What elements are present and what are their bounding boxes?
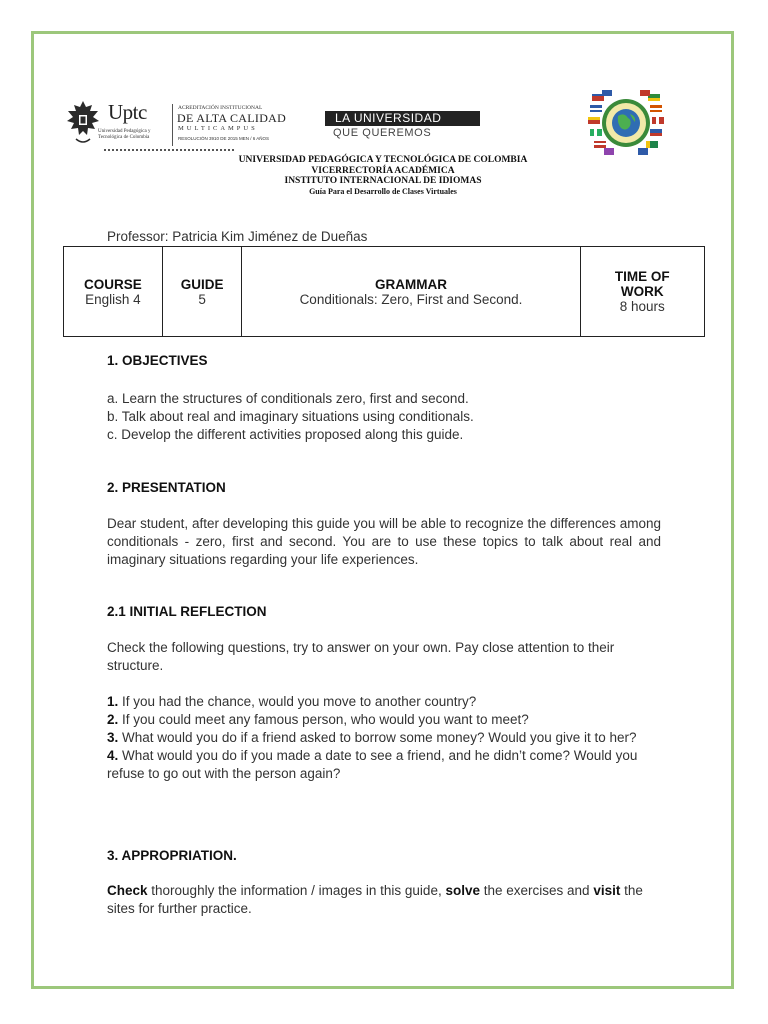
accreditation-title: DE ALTA CALIDAD — [177, 111, 287, 125]
reflection-questions — [107, 693, 661, 783]
logo-divider — [172, 104, 173, 146]
accreditation-resolution: RESOLUCIÓN 3910 DE 2015 MEN / 6 AÑOS — [178, 136, 270, 141]
uptc-subtitle: Universidad Pedagógica y Tecnológica de Colombia — [98, 129, 151, 140]
time-label-2: WORK — [620, 284, 664, 299]
list-item: b. Talk about real and imaginary situations using conditionals. — [107, 409, 474, 424]
guide-subtitle: Guía Para el Desarrollo de Clases Virtuales — [309, 186, 457, 196]
course-value: English 4 — [85, 291, 141, 307]
la-universidad-badge: LA UNIVERSIDAD — [325, 111, 480, 126]
question-item: 1. If you had the chance, would you move to another country? — [107, 694, 477, 709]
que-queremos-text: QUE QUEREMOS — [333, 127, 432, 139]
accreditation-multicampus: MULTICAMPUS — [178, 125, 258, 132]
question-item: 4. What would you do if you made a date to see a friend, and he didn’t come? Would you refuse to go out with the person again? — [107, 748, 638, 781]
grammar-label: GRAMMAR — [375, 276, 447, 292]
presentation-text: Dear student, after developing this guide you will be able to recognize the differences among conditionals - zero, first and second. You are to use these topics to talk about real and imaginary situations regarding your life experiences. — [107, 516, 661, 567]
university-name: UNIVERSIDAD PEDAGÓGICA Y TECNOLÓGICA DE COLOMBIA — [238, 155, 528, 165]
guide-value: 5 — [198, 291, 206, 307]
institute-name: INSTITUTO INTERNACIONAL DE IDIOMAS — [284, 176, 482, 186]
list-item: a. Learn the structures of conditionals zero, first and second. — [107, 391, 469, 406]
time-label-1: TIME OF — [614, 269, 670, 284]
uptc-eagle-logo — [66, 99, 100, 145]
course-label: COURSE — [83, 276, 142, 292]
time-value: 8 hours — [619, 299, 665, 314]
university-title-block — [140, 155, 626, 197]
decorative-dots — [104, 149, 234, 151]
appropriation-heading: 3. APPROPRIATION. — [107, 848, 237, 863]
guide-cell — [162, 247, 242, 337]
objectives-heading: 1. OBJECTIVES — [107, 353, 208, 368]
professor-name: Professor: Patricia Kim Jiménez de Dueñas — [107, 229, 368, 244]
accreditation-small: ACREDITACIÓN INSTITUCIONAL — [178, 105, 263, 111]
vicerrectoria: VICERRECTORÍA ACADÉMICA — [311, 165, 455, 176]
reflection-heading: 2.1 INITIAL REFLECTION — [107, 604, 267, 619]
course-cell — [64, 247, 163, 337]
institute-globe-logo — [588, 90, 664, 156]
guide-label: GUIDE — [180, 276, 224, 292]
reflection-intro: Check the following questions, try to answer on your own. Pay close attention to their structure. — [107, 640, 615, 673]
question-item: 3. What would you do if a friend asked to borrow some money? Would you give it to her? — [107, 730, 637, 745]
objectives-list — [107, 390, 661, 444]
list-item: c. Develop the different activities proposed along this guide. — [107, 427, 464, 442]
course-info-table — [63, 246, 705, 337]
grammar-value: Conditionals: Zero, First and Second. — [299, 291, 523, 307]
presentation-heading: 2. PRESENTATION — [107, 480, 226, 495]
appropriation-text: Check thoroughly the information / images in this guide, solve the exercises and visit the sites for further practice. — [107, 883, 643, 916]
grammar-cell — [242, 247, 580, 337]
question-item: 2. If you could meet any famous person, who would you want to meet? — [107, 712, 529, 727]
uptc-wordmark: Uptc — [108, 100, 147, 124]
time-cell — [580, 247, 704, 337]
